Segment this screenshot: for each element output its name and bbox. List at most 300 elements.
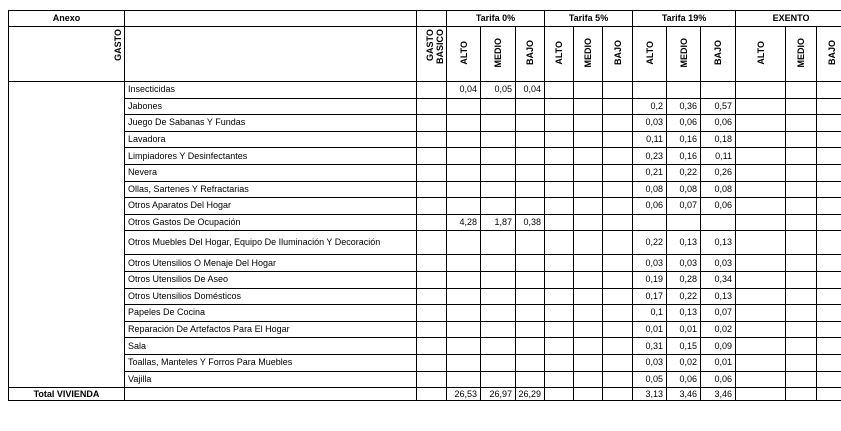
row-gasto-basico [417,148,447,165]
row-t19-medio: 0,01 [667,321,701,338]
row-t19-medio: 0,06 [667,371,701,388]
row-item-label: Papeles De Cocina [125,305,417,322]
row-t19-bajo: 0,07 [701,305,736,322]
row-exempt-alto [736,131,786,148]
row-t5-alto [545,321,574,338]
row-t0-alto: 4,28 [447,214,481,231]
row-item-label: Lavadora [125,131,417,148]
row-t5-alto [545,198,574,215]
row-gasto-basico [417,231,447,255]
row-t0-bajo [516,305,545,322]
row-gasto-basico [417,164,447,181]
row-exempt-medio [786,271,817,288]
row-t0-bajo [516,131,545,148]
row-t5-alto [545,338,574,355]
row-t5-bajo [603,288,633,305]
row-t0-alto [447,288,481,305]
row-exempt-medio [786,371,817,388]
row-t5-bajo [603,198,633,215]
row-t0-medio [481,271,516,288]
row-exempt-medio [786,338,817,355]
row-gasto-basico [417,82,447,99]
row-t19-alto: 0,03 [633,354,667,371]
row-exempt-bajo [817,214,841,231]
table-row [9,214,841,231]
row-gasto-basico [417,115,447,132]
row-t19-medio: 0,13 [667,305,701,322]
row-t0-alto [447,164,481,181]
row-exempt-bajo [817,181,841,198]
row-t19-medio: 0,16 [667,148,701,165]
row-gasto-basico [417,198,447,215]
blank-header [125,11,417,27]
row-t5-alto [545,288,574,305]
row-exempt-alto [736,255,786,272]
t5-bajo-header: BAJO [603,27,633,82]
row-t19-medio: 0,16 [667,131,701,148]
exempt-medio-header: MEDIO [786,27,817,82]
total-t5-alto [545,388,574,401]
row-t5-alto [545,82,574,99]
row-t0-medio [481,305,516,322]
row-t5-bajo [603,164,633,181]
row-t0-bajo: 0,04 [516,82,545,99]
table-row [9,231,841,255]
row-t0-medio [481,198,516,215]
row-t0-medio [481,148,516,165]
row-exempt-alto [736,148,786,165]
table-row [9,271,841,288]
row-t0-bajo [516,198,545,215]
row-t5-bajo [603,255,633,272]
row-t0-alto [447,338,481,355]
row-exempt-alto [736,371,786,388]
row-item-label: Nevera [125,164,417,181]
row-t5-alto [545,271,574,288]
row-t5-medio [574,255,603,272]
table-row [9,181,841,198]
row-t19-alto: 0,08 [633,181,667,198]
total-basico-blank [417,388,447,401]
row-t5-medio [574,98,603,115]
row-exempt-medio [786,231,817,255]
table-row [9,288,841,305]
total-exempt-medio [786,388,817,401]
table-row [9,148,841,165]
table-row [9,198,841,215]
row-item-label: Otros Aparatos Del Hogar [125,198,417,215]
row-t19-alto: 0,19 [633,271,667,288]
row-exempt-bajo [817,271,841,288]
row-exempt-bajo [817,98,841,115]
row-t0-medio [481,371,516,388]
row-exempt-bajo [817,305,841,322]
total-t19-alto: 3,13 [633,388,667,401]
row-exempt-medio [786,181,817,198]
row-t0-bajo [516,288,545,305]
row-t5-alto [545,371,574,388]
row-exempt-medio [786,115,817,132]
row-t5-medio [574,198,603,215]
row-item-label: Sala [125,338,417,355]
row-item-label: Insecticidas [125,82,417,99]
row-exempt-bajo [817,338,841,355]
row-t0-medio [481,231,516,255]
row-t0-alto [447,231,481,255]
row-exempt-bajo [817,371,841,388]
row-t19-bajo: 0,18 [701,131,736,148]
total-exempt-alto [736,388,786,401]
table-row [9,82,841,99]
row-t5-medio [574,288,603,305]
row-exempt-bajo [817,164,841,181]
row-t19-medio [667,214,701,231]
row-t5-bajo [603,214,633,231]
row-t19-medio: 0,07 [667,198,701,215]
row-exempt-bajo [817,255,841,272]
row-t5-medio [574,231,603,255]
row-t19-alto: 0,06 [633,198,667,215]
row-exempt-medio [786,288,817,305]
row-t5-medio [574,214,603,231]
row-exempt-medio [786,198,817,215]
row-t0-alto [447,115,481,132]
row-t19-alto: 0,03 [633,255,667,272]
row-exempt-alto [736,271,786,288]
table-row [9,305,841,322]
row-gasto-basico [417,305,447,322]
table-row [9,338,841,355]
row-t19-bajo [701,82,736,99]
row-t19-alto: 0,17 [633,288,667,305]
row-gasto-basico [417,214,447,231]
row-t0-alto [447,354,481,371]
row-exempt-medio [786,214,817,231]
row-item-label: Limpiadores Y Desinfectantes [125,148,417,165]
row-t5-bajo [603,305,633,322]
row-exempt-bajo [817,288,841,305]
row-t0-bajo [516,338,545,355]
total-t19-bajo: 3,46 [701,388,736,401]
row-exempt-bajo [817,321,841,338]
table-row [9,255,841,272]
exempt-alto-header: ALTO [736,27,786,82]
row-exempt-medio [786,82,817,99]
row-t0-medio [481,115,516,132]
row-t0-bajo: 0,38 [516,214,545,231]
row-exempt-bajo [817,131,841,148]
row-t5-bajo [603,321,633,338]
row-t0-alto [447,98,481,115]
row-t19-bajo [701,214,736,231]
t0-alto-header: ALTO [447,27,481,82]
row-t0-medio [481,181,516,198]
exempt-header: EXENTO [736,11,841,27]
t19-bajo-header: BAJO [701,27,736,82]
table-row [9,354,841,371]
row-t19-bajo: 0,11 [701,148,736,165]
row-t19-alto: 0,22 [633,231,667,255]
row-t19-bajo: 0,13 [701,231,736,255]
row-exempt-alto [736,321,786,338]
row-exempt-alto [736,338,786,355]
blank-header-basico [417,11,447,27]
row-t0-medio [481,354,516,371]
row-t19-alto: 0,21 [633,164,667,181]
row-t5-bajo [603,338,633,355]
gasto-basico-header [417,27,447,82]
row-item-label: Vajilla [125,371,417,388]
row-t5-bajo [603,82,633,99]
row-exempt-alto [736,231,786,255]
row-t0-alto [447,255,481,272]
t0-bajo-header: BAJO [516,27,545,82]
row-t5-alto [545,214,574,231]
row-t19-medio: 0,36 [667,98,701,115]
row-t19-bajo: 0,01 [701,354,736,371]
total-t19-medio: 3,46 [667,388,701,401]
row-t5-medio [574,131,603,148]
row-t0-bajo [516,255,545,272]
row-t0-bajo [516,354,545,371]
row-exempt-medio [786,255,817,272]
row-exempt-alto [736,164,786,181]
total-t0-bajo: 26,29 [516,388,545,401]
row-t19-bajo: 0,06 [701,371,736,388]
tariff-5-header: Tarifa 5% [545,11,633,27]
row-exempt-bajo [817,231,841,255]
row-t0-alto [447,131,481,148]
row-t5-medio [574,338,603,355]
exempt-bajo-header: BAJO [817,27,841,82]
row-exempt-alto [736,82,786,99]
row-t19-alto: 0,2 [633,98,667,115]
row-t0-bajo [516,98,545,115]
row-gasto-basico [417,371,447,388]
row-t5-bajo [603,98,633,115]
row-exempt-medio [786,305,817,322]
row-t0-medio [481,164,516,181]
total-t0-alto: 26,53 [447,388,481,401]
row-exempt-bajo [817,148,841,165]
annex-table [8,10,841,401]
row-t5-medio [574,371,603,388]
t19-medio-header: MEDIO [667,27,701,82]
row-exempt-alto [736,214,786,231]
row-t0-alto [447,181,481,198]
row-exempt-medio [786,148,817,165]
row-exempt-medio [786,354,817,371]
row-t5-bajo [603,354,633,371]
row-t0-medio: 0,05 [481,82,516,99]
row-item-label: Otros Gastos De Ocupación [125,214,417,231]
row-t5-alto [545,131,574,148]
row-t5-bajo [603,271,633,288]
row-t19-bajo: 0,09 [701,338,736,355]
row-t0-alto [447,271,481,288]
row-t5-medio [574,148,603,165]
row-t5-bajo [603,231,633,255]
total-label: Total VIVIENDA [9,388,125,401]
row-t5-bajo [603,115,633,132]
row-t0-medio [481,98,516,115]
row-t5-medio [574,82,603,99]
row-t0-bajo [516,231,545,255]
row-t0-bajo [516,271,545,288]
row-t19-bajo: 0,03 [701,255,736,272]
row-exempt-alto [736,98,786,115]
row-t5-medio [574,305,603,322]
row-t0-alto [447,305,481,322]
row-gasto-basico [417,181,447,198]
subheader-row [9,27,841,82]
tariff-0-header: Tarifa 0% [447,11,545,27]
table-row [9,371,841,388]
row-t5-alto [545,181,574,198]
row-gasto-basico [417,255,447,272]
row-t19-bajo: 0,02 [701,321,736,338]
table-body [9,82,841,388]
row-t5-alto [545,305,574,322]
row-t0-alto [447,321,481,338]
row-item-label: Otros Utensilios De Aseo [125,271,417,288]
row-t0-medio [481,255,516,272]
row-t5-alto [545,354,574,371]
row-t5-alto [545,115,574,132]
row-t19-bajo: 0,06 [701,198,736,215]
row-t5-alto [545,231,574,255]
row-t5-bajo [603,181,633,198]
row-t19-alto: 0,01 [633,321,667,338]
row-exempt-bajo [817,82,841,99]
row-t5-medio [574,164,603,181]
row-item-label: Reparación De Artefactos Para El Hogar [125,321,417,338]
total-item-blank [125,388,417,401]
row-exempt-alto [736,305,786,322]
row-gasto-basico [417,354,447,371]
row-t5-alto [545,98,574,115]
total-exempt-bajo [817,388,841,401]
t19-alto-header: ALTO [633,27,667,82]
table-row [9,115,841,132]
row-gasto-basico [417,288,447,305]
row-exempt-medio [786,98,817,115]
row-t19-alto: 0,1 [633,305,667,322]
table-row [9,321,841,338]
row-t19-alto: 0,23 [633,148,667,165]
table-row [9,98,841,115]
row-t0-alto: 0,04 [447,82,481,99]
row-t0-alto [447,198,481,215]
row-t19-alto: 0,11 [633,131,667,148]
total-t0-medio: 26,97 [481,388,516,401]
row-t5-medio [574,354,603,371]
row-t0-bajo [516,148,545,165]
row-t19-bajo: 0,13 [701,288,736,305]
row-t19-medio: 0,15 [667,338,701,355]
row-exempt-bajo [817,198,841,215]
row-exempt-bajo [817,354,841,371]
row-exempt-alto [736,115,786,132]
row-t19-bajo: 0,26 [701,164,736,181]
row-t19-medio: 0,02 [667,354,701,371]
gasto-basico-label: GASTO BASICO [425,29,445,65]
item-header [125,27,417,82]
row-t19-medio: 0,03 [667,255,701,272]
table-row [9,131,841,148]
row-gasto-basico [417,321,447,338]
row-t19-medio: 0,22 [667,288,701,305]
row-t19-medio [667,82,701,99]
row-exempt-alto [736,354,786,371]
row-t0-alto [447,148,481,165]
total-t5-bajo [603,388,633,401]
row-t0-bajo [516,181,545,198]
annex-header: Anexo [9,11,125,27]
row-t0-bajo [516,115,545,132]
row-exempt-medio [786,164,817,181]
row-t0-medio [481,288,516,305]
row-t19-medio: 0,22 [667,164,701,181]
gasto-group-cell [9,82,125,388]
row-t19-bajo: 0,08 [701,181,736,198]
t0-medio-header: MEDIO [481,27,516,82]
table-row [9,164,841,181]
tariff-19-header: Tarifa 19% [633,11,736,27]
row-exempt-alto [736,181,786,198]
row-exempt-alto [736,288,786,305]
row-gasto-basico [417,131,447,148]
row-t19-bajo: 0,57 [701,98,736,115]
row-t0-alto [447,371,481,388]
row-t5-medio [574,181,603,198]
row-t19-alto [633,214,667,231]
row-t0-bajo [516,371,545,388]
row-t5-bajo [603,148,633,165]
header-row [9,11,841,27]
row-t19-alto: 0,05 [633,371,667,388]
row-item-label: Otros Muebles Del Hogar, Equipo De Iluminación Y Decoración [125,231,417,255]
row-t0-medio [481,321,516,338]
gasto-label: GASTO [113,29,123,61]
row-item-label: Ollas, Sartenes Y Refractarias [125,181,417,198]
row-item-label: Jabones [125,98,417,115]
row-t0-bajo [516,321,545,338]
row-t5-alto [545,148,574,165]
row-t5-alto [545,164,574,181]
row-item-label: Otros Utensilios Domésticos [125,288,417,305]
row-item-label: Toallas, Manteles Y Forros Para Muebles [125,354,417,371]
row-t5-medio [574,115,603,132]
row-item-label: Otros Utensilios O Menaje Del Hogar [125,255,417,272]
gasto-header [9,27,125,82]
row-t0-medio [481,131,516,148]
row-t19-alto: 0,31 [633,338,667,355]
row-t5-medio [574,271,603,288]
row-t5-bajo [603,371,633,388]
row-exempt-medio [786,131,817,148]
t5-medio-header: MEDIO [574,27,603,82]
row-t5-bajo [603,131,633,148]
row-item-label: Juego De Sabanas Y Fundas [125,115,417,132]
row-t19-alto: 0,03 [633,115,667,132]
row-t0-medio [481,338,516,355]
row-t0-medio: 1,87 [481,214,516,231]
row-t19-medio: 0,08 [667,181,701,198]
row-gasto-basico [417,98,447,115]
row-exempt-medio [786,321,817,338]
row-t19-bajo: 0,06 [701,115,736,132]
